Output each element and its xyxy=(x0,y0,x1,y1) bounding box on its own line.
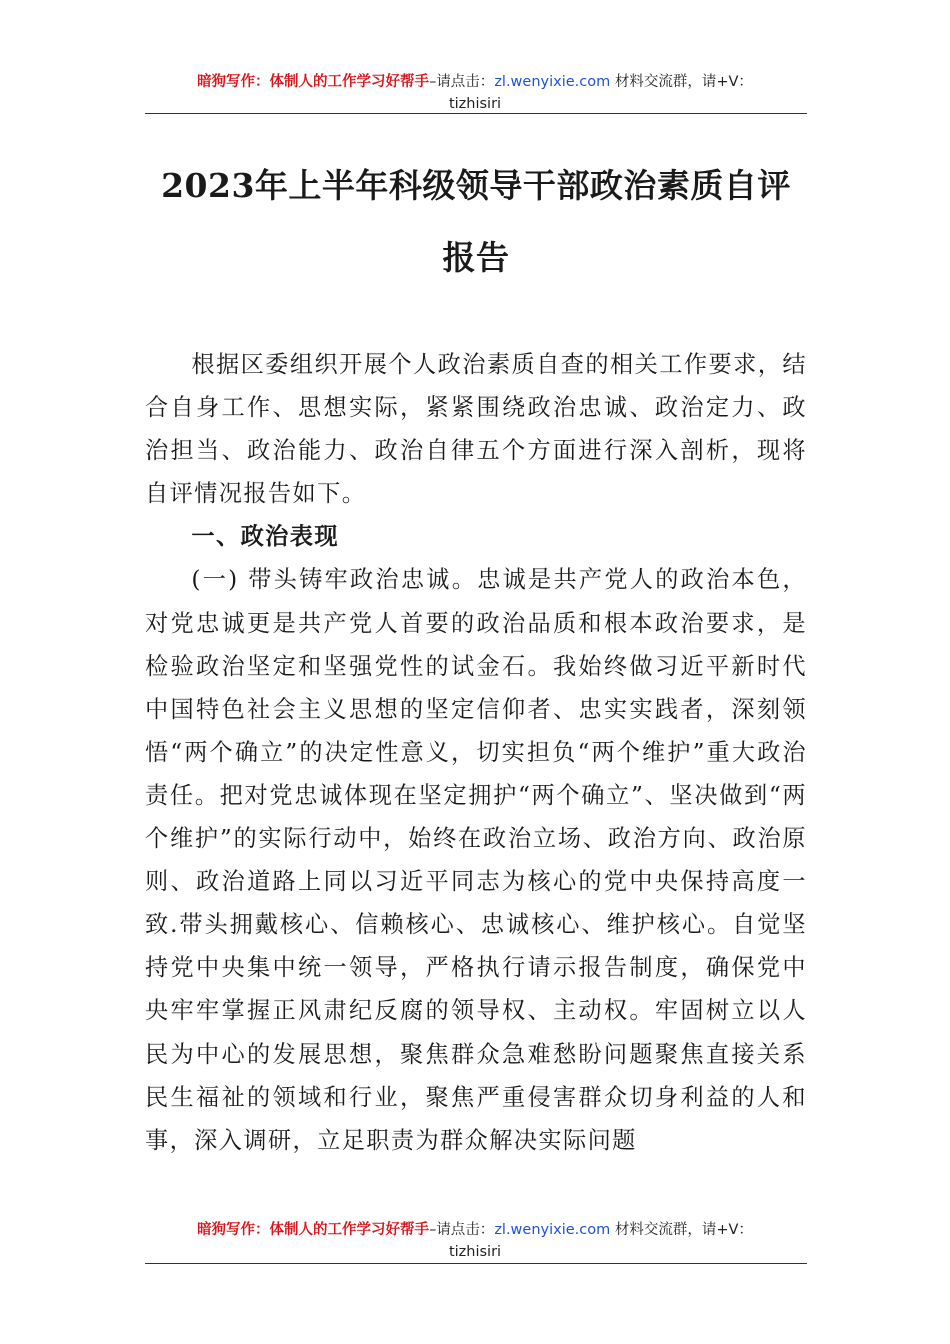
header-divider xyxy=(145,113,807,114)
banner-link[interactable]: zl.wenyixie.com xyxy=(494,74,611,90)
section-heading: 一、政治表现 xyxy=(191,523,339,551)
footer-divider xyxy=(145,1263,807,1264)
banner-wechat-id: tizhisiri xyxy=(448,1244,502,1260)
section-paragraph: (一) 带头铸牢政治忠诚。忠诚是共产党人的政治本色，对党忠诚更是共产党人首要的政治品质和根本政治要求，是检验政治坚定和坚强党性的试金石。我始终做习近平新时代中国特色社会主义思想的坚定信仰者、忠实实践者，深刻领悟“两个确立”的决定性意义，切实担负“两个维护”重大政治责任。把对党忠诚体现在坚定拥护“两个确立”、坚决做到“两个维护”的实际行动中，始终在政治立场、政治方向、政治原则、政治道路上同以习近平同志为核心的党中央保持高度一致.带头拥戴核心、信赖核心、忠诚核心、维护核心。自觉坚持党中央集中统一领导，严格执行请示报告制度，确保党中央牢牢掌握正风肃纪反腐的领导权、主动权。牢固树立以人民为中心的发展思想，聚焦群众急难愁盼问题聚焦直接关系民生福祉的领域和行业，聚焦严重侵害群众切身利益的人和事，深入调研，立足职责为群众解决实际问题 xyxy=(145,566,807,1154)
banner-group-text: 材料交流群，请+V： xyxy=(610,74,753,90)
footer-banner xyxy=(145,1219,805,1263)
banner-group-text: 材料交流群，请+V： xyxy=(610,1222,753,1238)
banner-brand: 暗狗写作：体制人的工作学习好帮手 xyxy=(197,74,430,90)
banner-prompt: –请点击： xyxy=(429,1222,495,1238)
header-banner xyxy=(145,71,805,115)
banner-link[interactable]: zl.wenyixie.com xyxy=(494,1222,611,1238)
document-body xyxy=(145,343,807,1162)
document-title: 2023年上半年科级领导干部政治素质自评报告 xyxy=(161,166,791,277)
banner-wechat-id: tizhisiri xyxy=(448,96,502,112)
intro-paragraph: 根据区委组织开展个人政治素质自查的相关工作要求，结合自身工作、思想实际，紧紧围绕政治忠诚、政治定力、政治担当、政治能力、政治自律五个方面进行深入剖析，现将自评情况报告如下。 xyxy=(145,351,807,508)
banner-prompt: –请点击： xyxy=(429,74,495,90)
banner-brand: 暗狗写作：体制人的工作学习好帮手 xyxy=(197,1222,430,1238)
